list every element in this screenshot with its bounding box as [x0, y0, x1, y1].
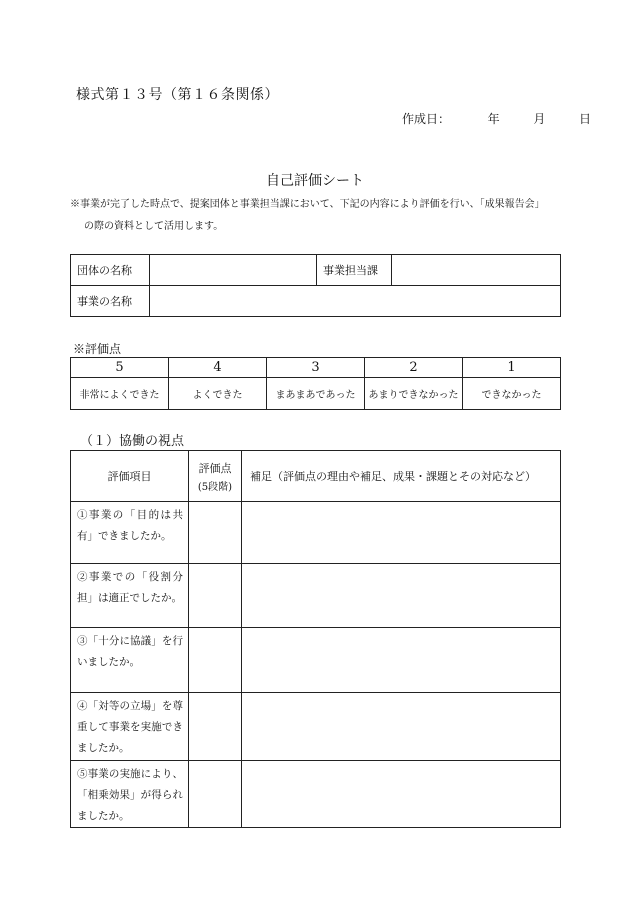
col-header-notes: 補足（評価点の理由や補足、成果・課題とその対応など）: [242, 451, 561, 502]
intro-note: [70, 194, 570, 238]
evaluation-item-text: ③「十分に協議」を行いましたか。: [77, 635, 183, 668]
score-field[interactable]: [189, 628, 242, 693]
creation-date-line: [402, 110, 591, 127]
table-row: [71, 693, 561, 761]
evaluation-item-text: ⑤事業の実施により、「相乗効果」が得られましたか。: [77, 768, 183, 822]
intro-line-1: ※事業が完了した時点で、提案団体と事業担当課において、下記の内容により評価を行い、「成果報告会」: [70, 199, 545, 210]
page-title: 自己評価シート: [266, 173, 364, 189]
notes-field[interactable]: [242, 761, 561, 828]
evaluation-item: [71, 761, 189, 828]
col-header-score-label: 評価点: [198, 461, 232, 475]
score-value: 2: [365, 358, 463, 378]
notes-field[interactable]: [242, 693, 561, 761]
score-value: 1: [463, 358, 561, 378]
score-field[interactable]: [189, 761, 242, 828]
col-header-score: [189, 451, 242, 502]
score-label: あまりできなかった: [365, 378, 463, 410]
score-label: 非常によくできた: [71, 378, 169, 410]
dept-field[interactable]: [392, 255, 561, 286]
section-heading: （１）協働の視点: [80, 434, 185, 449]
col-header-item: 評価項目: [71, 451, 189, 502]
score-value: 5: [71, 358, 169, 378]
score-scale-table: [70, 357, 561, 410]
evaluation-item-text: ④「対等の立場」を尊重して事業を実施できましたか。: [77, 700, 183, 754]
score-value: 4: [169, 358, 267, 378]
notes-field[interactable]: [242, 564, 561, 628]
project-name-label: 事業の名称: [71, 286, 150, 317]
col-header-score-sub: (5段階): [197, 481, 233, 493]
year-label: 年: [487, 112, 500, 126]
score-value: 3: [267, 358, 365, 378]
project-info-table: [70, 254, 561, 317]
notes-field[interactable]: [242, 628, 561, 693]
org-name-label: 団体の名称: [71, 255, 150, 286]
form-number: 様式第１３号（第１６条関係）: [76, 87, 279, 103]
score-label: よくできた: [169, 378, 267, 410]
evaluation-item-text: ②事業での「役割分担」は適正でしたか。: [77, 571, 183, 604]
score-field[interactable]: [189, 502, 242, 564]
table-row: [71, 628, 561, 693]
table-row: [71, 502, 561, 564]
evaluation-table: [70, 450, 561, 828]
table-row: [71, 564, 561, 628]
score-field[interactable]: [189, 564, 242, 628]
evaluation-item: [71, 502, 189, 564]
created-label: 作成日：: [402, 112, 451, 126]
evaluation-item: [71, 564, 189, 628]
score-field[interactable]: [189, 693, 242, 761]
evaluation-item: [71, 628, 189, 693]
score-heading: ※評価点: [73, 342, 122, 356]
score-label: できなかった: [463, 378, 561, 410]
project-name-field[interactable]: [150, 286, 561, 317]
score-label: まあまあであった: [267, 378, 365, 410]
evaluation-item: [71, 693, 189, 761]
day-label: 日: [579, 112, 592, 126]
notes-field[interactable]: [242, 502, 561, 564]
table-row: [71, 761, 561, 828]
month-label: 月: [533, 112, 546, 126]
dept-label: 事業担当課: [317, 255, 392, 286]
intro-line-2: の際の資料として活用します。: [84, 221, 224, 232]
org-name-field[interactable]: [150, 255, 317, 286]
evaluation-item-text: ①事業の「目的は共有」できましたか。: [77, 509, 183, 542]
